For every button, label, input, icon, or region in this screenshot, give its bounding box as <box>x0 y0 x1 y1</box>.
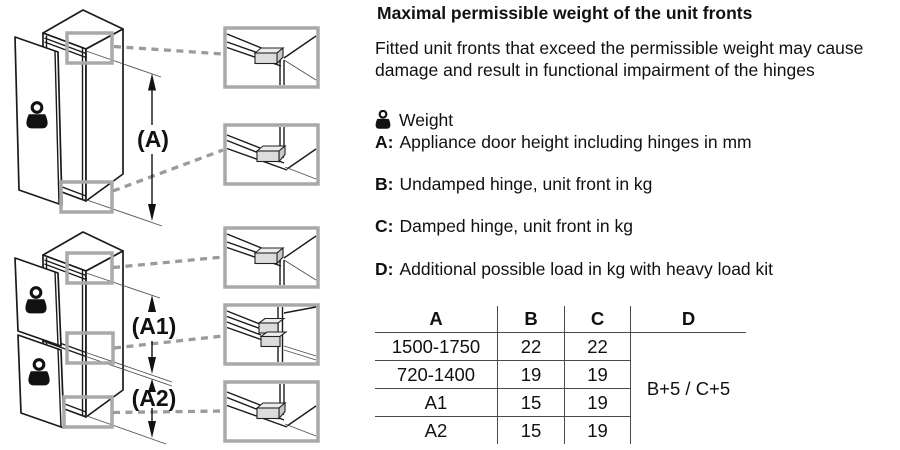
page-title: Maximal permissible weight of the unit fronts <box>377 3 753 23</box>
legend-text: Appliance door height including hinges in mm <box>399 132 752 152</box>
col-header-d: D <box>631 306 747 333</box>
legend-text: Damped hinge, unit front in kg <box>399 216 633 236</box>
appliance-hinge-diagram <box>0 0 370 450</box>
double-door-appliance-figure <box>15 232 223 444</box>
col-header-c: C <box>565 306 631 333</box>
dimension-label-a1: (A1) <box>131 313 177 339</box>
legend-key: C: <box>375 216 394 236</box>
col-header-b: B <box>498 306 565 333</box>
cell-c: 22 <box>565 333 631 361</box>
intro-paragraph: Fitted unit fronts that exceed the permissible weight may cause damage and result in functional impairment of the hinges <box>375 38 864 81</box>
hinge-detail-box-4 <box>225 305 318 364</box>
dimension-label-a2: (A2) <box>131 385 177 411</box>
hinge-detail-box-3 <box>225 228 318 287</box>
cell-d-merged: B+5 / C+5 <box>646 377 731 399</box>
legend-weight <box>375 110 453 131</box>
cell-b: 19 <box>498 361 565 389</box>
table-row <box>375 333 746 361</box>
legend-item-c <box>375 216 633 237</box>
cell-c: 19 <box>565 417 631 445</box>
legend-item-a <box>375 132 752 153</box>
legend-item-b <box>375 174 652 195</box>
legend-key: B: <box>375 174 394 194</box>
cell-a: 1500-1750 <box>375 333 498 361</box>
cell-b: 15 <box>498 417 565 445</box>
weight-table <box>375 306 746 444</box>
single-door-appliance-figure <box>15 10 223 226</box>
hinge-detail-box-1 <box>225 28 318 87</box>
col-header-a: A <box>375 306 498 333</box>
legend-text: Additional possible load in kg with heavy load kit <box>399 259 774 279</box>
legend-weight-label: Weight <box>399 110 454 130</box>
cell-b: 22 <box>498 333 565 361</box>
legend-key: D: <box>375 259 394 279</box>
cell-b: 15 <box>498 389 565 417</box>
cell-c: 19 <box>565 389 631 417</box>
legend-text: Undamped hinge, unit front in kg <box>399 174 653 194</box>
weight-icon <box>375 110 391 130</box>
cell-a: A2 <box>375 417 498 445</box>
legend-key: A: <box>375 132 394 152</box>
table-header-row <box>375 306 746 333</box>
hinge-detail-box-5 <box>225 382 318 441</box>
legend-item-d <box>375 259 773 280</box>
cell-a: A1 <box>375 389 498 417</box>
dimension-label-a: (A) <box>137 126 169 152</box>
cell-c: 19 <box>565 361 631 389</box>
cell-a: 720-1400 <box>375 361 498 389</box>
hinge-detail-box-2 <box>225 125 318 184</box>
